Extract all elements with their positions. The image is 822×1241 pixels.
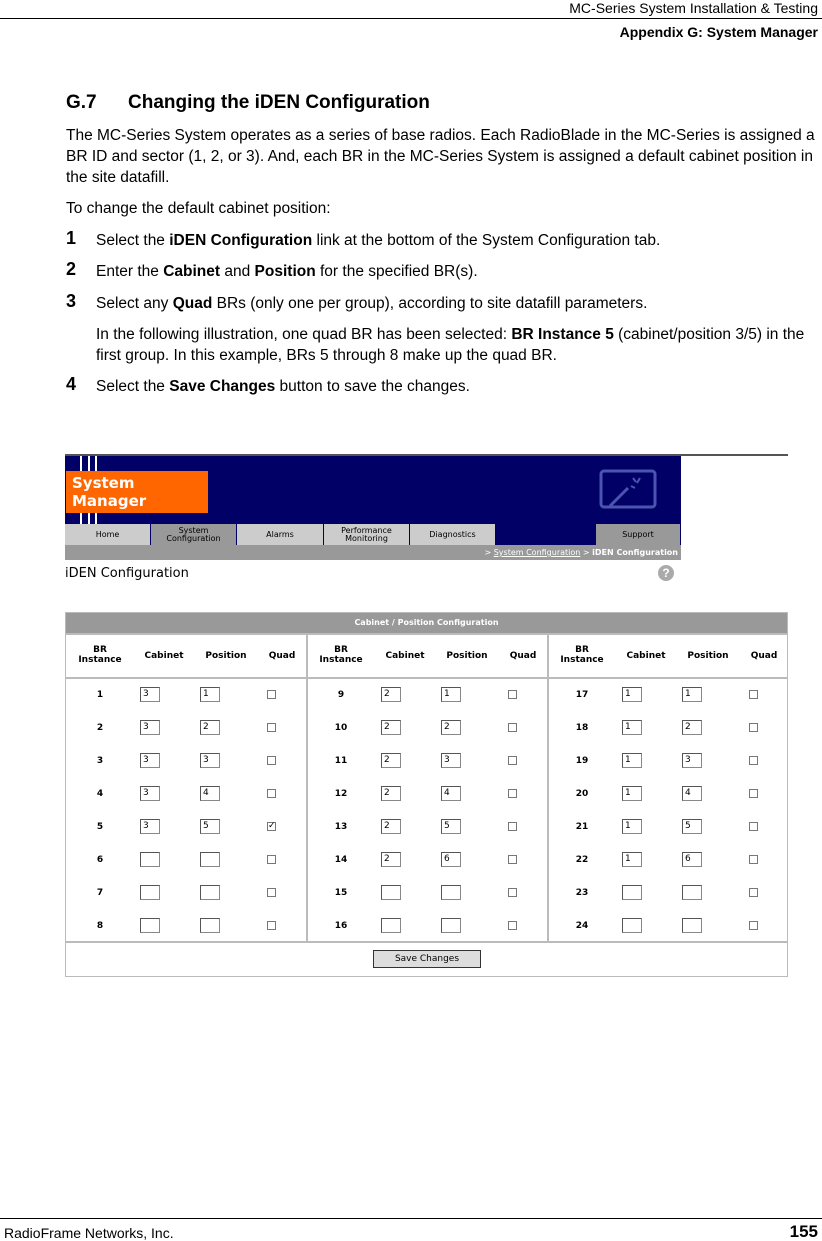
- step-3-note: In the following illustration, one quad BR has been selected: BR Instance 5 (cabinet/position 3/5) in the first group. In this example, BRs 5 through 8 make up the quad BR.: [96, 326, 805, 364]
- cabinet-input[interactable]: 1: [622, 687, 642, 702]
- quad-checkbox[interactable]: [267, 921, 276, 930]
- running-header-subtitle: Appendix G: System Manager: [619, 24, 818, 40]
- breadcrumb-link-system-configuration[interactable]: System Configuration: [493, 548, 581, 557]
- quad-checkbox[interactable]: [508, 855, 517, 864]
- cabinet-input[interactable]: 3: [140, 720, 160, 735]
- position-input[interactable]: [200, 852, 220, 867]
- running-header-title: MC-Series System Installation & Testing: [569, 0, 818, 16]
- tab-home[interactable]: Home: [65, 524, 151, 545]
- cabinet-input[interactable]: [381, 918, 401, 933]
- page-number: 155: [789, 1222, 818, 1241]
- position-input[interactable]: 2: [441, 720, 461, 735]
- position-input[interactable]: 5: [200, 819, 220, 834]
- cabinet-input[interactable]: 1: [622, 786, 642, 801]
- cabinet-input[interactable]: 1: [622, 819, 642, 834]
- tab-support[interactable]: Support: [596, 524, 681, 545]
- cabinet-input[interactable]: 1: [622, 720, 642, 735]
- br-instance-number: 9: [337, 690, 345, 700]
- cabinet-input[interactable]: 2: [381, 819, 401, 834]
- divider: [547, 633, 549, 941]
- cabinet-input[interactable]: 3: [140, 687, 160, 702]
- quad-checkbox[interactable]: [267, 723, 276, 732]
- quad-checkbox[interactable]: [508, 888, 517, 897]
- position-input[interactable]: 4: [200, 786, 220, 801]
- position-input[interactable]: 6: [682, 852, 702, 867]
- quad-checkbox[interactable]: [508, 756, 517, 765]
- position-input[interactable]: 1: [682, 687, 702, 702]
- cabinet-input[interactable]: [622, 918, 642, 933]
- col-header-quad: Quad: [750, 651, 778, 661]
- quad-checkbox[interactable]: [749, 756, 758, 765]
- quad-checkbox[interactable]: [267, 690, 276, 699]
- step-1: 1 Select the iDEN Configuration link at the bottom of the System Configuration tab.: [66, 228, 661, 249]
- section-heading: G.7 Changing the iDEN Configuration: [66, 92, 430, 113]
- quad-checkbox[interactable]: [749, 690, 758, 699]
- position-input[interactable]: 4: [682, 786, 702, 801]
- quad-checkbox[interactable]: [267, 789, 276, 798]
- cabinet-input[interactable]: 2: [381, 720, 401, 735]
- br-instance-number: 10: [334, 723, 348, 733]
- cabinet-position-table: [65, 612, 788, 977]
- cabinet-input[interactable]: 1: [622, 852, 642, 867]
- br-instance-number: 16: [334, 921, 348, 931]
- br-instance-number: 13: [334, 822, 348, 832]
- quad-checkbox[interactable]: [749, 789, 758, 798]
- cabinet-input[interactable]: [622, 885, 642, 900]
- cabinet-input[interactable]: 3: [140, 819, 160, 834]
- footer-company: RadioFrame Networks, Inc.: [4, 1225, 174, 1241]
- col-header-quad: Quad: [509, 651, 537, 661]
- br-instance-number: 11: [334, 756, 348, 766]
- cabinet-input[interactable]: [140, 918, 160, 933]
- cabinet-input[interactable]: [140, 852, 160, 867]
- divider: [66, 633, 787, 635]
- col-header-position: Position: [687, 651, 729, 661]
- quad-checkbox[interactable]: [749, 921, 758, 930]
- cabinet-input[interactable]: [381, 885, 401, 900]
- quad-checkbox[interactable]: [508, 690, 517, 699]
- quad-checkbox[interactable]: [749, 888, 758, 897]
- col-header-position: Position: [205, 651, 247, 661]
- cabinet-input[interactable]: 2: [381, 687, 401, 702]
- col-header-cabinet: Cabinet: [626, 651, 666, 661]
- position-input[interactable]: 5: [441, 819, 461, 834]
- app-emblem-icon: [598, 468, 658, 512]
- cabinet-input[interactable]: 1: [622, 753, 642, 768]
- position-input[interactable]: 3: [682, 753, 702, 768]
- br-instance-number: 3: [96, 756, 104, 766]
- br-instance-number: 14: [334, 855, 348, 865]
- breadcrumb: > System Configuration > iDEN Configuration: [65, 545, 681, 560]
- position-input[interactable]: 2: [200, 720, 220, 735]
- quad-checkbox[interactable]: ✓: [268, 821, 276, 831]
- br-instance-number: 6: [96, 855, 104, 865]
- quad-checkbox[interactable]: [508, 921, 517, 930]
- br-instance-number: 19: [575, 756, 589, 766]
- intro-paragraph: The MC-Series System operates as a series of base radios. Each RadioBlade in the MC-Series is assigned a BR ID and sector (1, 2, or 3). And, each BR in the MC-Series System is assigned a default cabinet position in the site datafill.: [66, 127, 815, 186]
- lead-paragraph: To change the default cabinet position:: [66, 200, 331, 217]
- br-instance-number: 18: [575, 723, 589, 733]
- position-input[interactable]: 2: [682, 720, 702, 735]
- divider: [66, 677, 787, 679]
- quad-checkbox[interactable]: [267, 888, 276, 897]
- cabinet-input[interactable]: [140, 885, 160, 900]
- save-changes-button[interactable]: Save Changes: [373, 950, 481, 968]
- page-title: iDEN Configuration: [65, 566, 189, 581]
- quad-checkbox[interactable]: [267, 855, 276, 864]
- col-header-cabinet: Cabinet: [144, 651, 184, 661]
- br-instance-number: 12: [334, 789, 348, 799]
- cabinet-input[interactable]: 2: [381, 852, 401, 867]
- quad-checkbox[interactable]: [749, 855, 758, 864]
- position-input[interactable]: 1: [200, 687, 220, 702]
- br-instance-number: 20: [575, 789, 589, 799]
- position-input[interactable]: 5: [682, 819, 702, 834]
- quad-checkbox[interactable]: [749, 723, 758, 732]
- divider: [306, 633, 308, 941]
- divider: [66, 941, 787, 943]
- breadcrumb-current: iDEN Configuration: [592, 548, 678, 557]
- col-header-br-instance: BR Instance: [560, 645, 604, 665]
- tab-alarms[interactable]: Alarms: [237, 524, 324, 545]
- br-instance-number: 21: [575, 822, 589, 832]
- cabinet-input[interactable]: 3: [140, 753, 160, 768]
- position-input[interactable]: 4: [441, 786, 461, 801]
- position-input[interactable]: [200, 918, 220, 933]
- position-input[interactable]: [682, 918, 702, 933]
- app-logo: System Manager: [66, 471, 208, 513]
- position-input[interactable]: [200, 885, 220, 900]
- br-instance-number: 4: [96, 789, 104, 799]
- position-input[interactable]: 1: [441, 687, 461, 702]
- col-header-position: Position: [446, 651, 488, 661]
- br-instance-number: 23: [575, 888, 589, 898]
- br-instance-number: 1: [96, 690, 104, 700]
- position-input[interactable]: [441, 885, 461, 900]
- step-4: 4 Select the Save Changes button to save the changes.: [66, 374, 470, 395]
- cabinet-input[interactable]: 3: [140, 786, 160, 801]
- quad-checkbox[interactable]: [508, 822, 517, 831]
- col-header-cabinet: Cabinet: [385, 651, 425, 661]
- position-input[interactable]: 3: [200, 753, 220, 768]
- br-instance-number: 17: [575, 690, 589, 700]
- br-instance-number: 15: [334, 888, 348, 898]
- quad-checkbox[interactable]: [267, 756, 276, 765]
- position-input[interactable]: [682, 885, 702, 900]
- help-icon[interactable]: ?: [658, 565, 674, 581]
- br-instance-number: 22: [575, 855, 589, 865]
- step-2: 2 Enter the Cabinet and Position for the specified BR(s).: [66, 259, 478, 280]
- tab-performance-monitoring[interactable]: Performance Monitoring: [324, 524, 410, 545]
- position-input[interactable]: [441, 918, 461, 933]
- cabinet-input[interactable]: 2: [381, 753, 401, 768]
- tab-system-configuration[interactable]: System Configuration: [151, 524, 237, 545]
- quad-checkbox[interactable]: [508, 723, 517, 732]
- footer-rule: [0, 1218, 822, 1219]
- col-header-quad: Quad: [268, 651, 296, 661]
- header-rule: [0, 18, 822, 19]
- step-3: 3 Select any Quad BRs (only one per group), according to site datafill parameters.: [66, 291, 648, 312]
- quad-checkbox[interactable]: [508, 789, 517, 798]
- col-header-br-instance: BR Instance: [78, 645, 122, 665]
- br-instance-number: 7: [96, 888, 104, 898]
- br-instance-number: 24: [575, 921, 589, 931]
- br-instance-number: 5: [96, 822, 104, 832]
- position-input[interactable]: 3: [441, 753, 461, 768]
- br-instance-number: 8: [96, 921, 104, 931]
- cabinet-input[interactable]: 2: [381, 786, 401, 801]
- tab-diagnostics[interactable]: Diagnostics: [410, 524, 496, 545]
- position-input[interactable]: 6: [441, 852, 461, 867]
- quad-checkbox[interactable]: [749, 822, 758, 831]
- table-title: Cabinet / Position Configuration: [66, 613, 787, 633]
- br-instance-number: 2: [96, 723, 104, 733]
- col-header-br-instance: BR Instance: [319, 645, 363, 665]
